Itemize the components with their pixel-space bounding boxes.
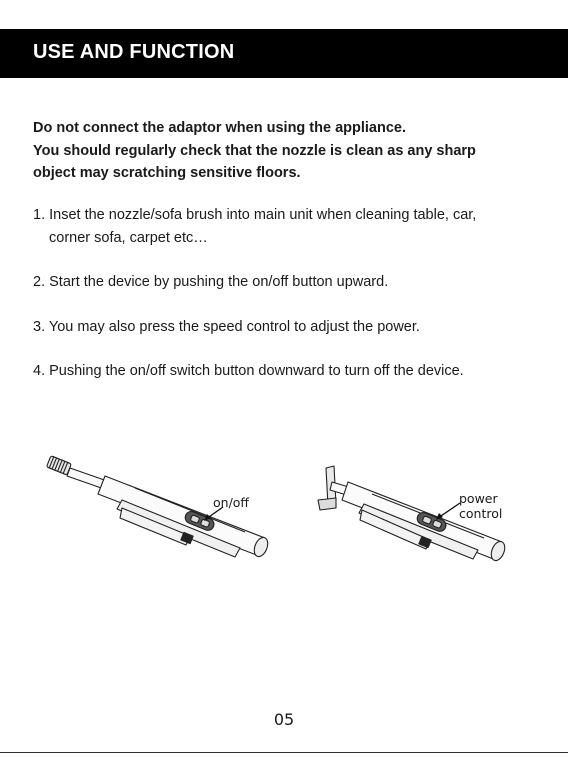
section-title: USE AND FUNCTION [33, 41, 235, 63]
instruction-step-1 [33, 204, 533, 249]
callout-line: power [459, 491, 498, 506]
step-text: 2. Start the device by pushing the on/off button upward. [33, 274, 389, 290]
warning-note [33, 117, 533, 185]
callout-line: control [459, 506, 503, 521]
step-text: 1. Inset the nozzle/sofa brush into main unit when cleaning table, car, [33, 207, 477, 223]
section-header [0, 29, 568, 78]
brush-nozzle-icon [46, 456, 71, 475]
step-text: 4. Pushing the on/off switch button downward to turn off the device. [33, 363, 464, 379]
warning-line: Do not connect the adaptor when using the appliance. [33, 120, 406, 136]
footer-divider [0, 752, 568, 753]
instruction-step-2 [33, 271, 533, 294]
instruction-step-3 [33, 316, 533, 339]
warning-line: You should regularly check that the nozzle is clean as any sharp [33, 142, 476, 159]
step-text: 3. You may also press the speed control to adjust the power. [33, 319, 420, 335]
vacuum-onoff-illustration [40, 450, 280, 570]
power-control-callout-label [459, 491, 502, 521]
step-text-continued: corner sofa, carpet etc… [49, 229, 208, 246]
warning-line: object may scratching sensitive floors. [33, 165, 301, 181]
page-number: 05 [273, 710, 295, 729]
instruction-step-4 [33, 360, 533, 383]
onoff-callout-label: on/off [213, 495, 250, 510]
